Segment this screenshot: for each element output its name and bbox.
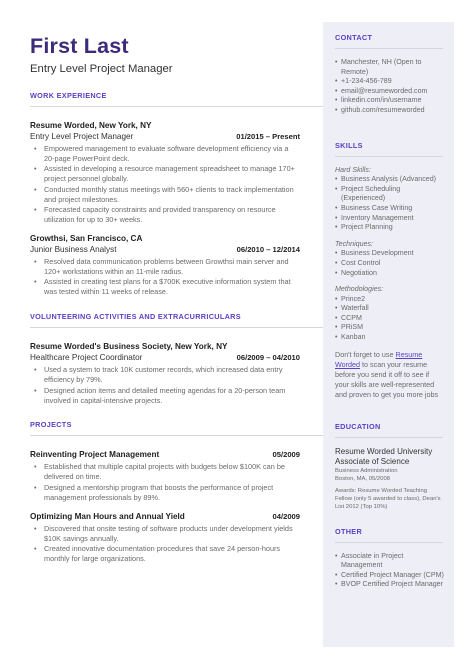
edu-awards: Awards: Resume Worded Teaching Fellow (only 5 awarded to class), Dean's List 2012 (Top 10%) — [335, 487, 441, 510]
skill-item: • Prince2 — [335, 295, 445, 305]
entry-bullets — [30, 524, 300, 564]
project-entry-2 — [30, 511, 300, 564]
entry-organization: Resume Worded's Business Society, New York, NY — [30, 342, 228, 352]
contact-email[interactable]: • email@resumeworded.com — [335, 87, 445, 97]
hard-skills-label: Hard Skills: — [335, 165, 371, 174]
hard-skills-list — [335, 175, 445, 233]
entry-date: 06/2010 – 12/2014 — [236, 245, 300, 255]
entry-bullets — [30, 144, 300, 225]
resume-tip — [335, 350, 445, 400]
methodologies-label: Methodologies: — [335, 285, 384, 294]
work-entry-1 — [30, 120, 300, 225]
sidebar-divider — [335, 542, 443, 543]
skill-item: • Project Planning — [335, 223, 445, 233]
bullet-item: • Forecasted capacity constraints and provided transparency on resource utilization for up to 30+ weeks. — [30, 205, 300, 225]
edu-field: Business Administration — [335, 467, 398, 474]
bullet-item: • Resolved data communication problems between Growthsi main server and 120+ workstations within an 11-mile radius. — [30, 257, 300, 277]
edu-location-date: Boston, MA, 05/2008 — [335, 475, 391, 482]
edu-degree: Associate of Science — [335, 456, 410, 466]
skill-item: • PRiSM — [335, 323, 445, 333]
skill-item: • Business Case Writing — [335, 204, 445, 214]
sidebar-divider — [335, 48, 443, 49]
sidebar — [323, 22, 454, 647]
techniques-list — [335, 249, 445, 278]
sidebar-divider — [335, 156, 443, 157]
skill-item: • Waterfall — [335, 304, 445, 314]
bullet-item: • Empowered management to evaluate software development efficiency via a 20-page PowerPoint deck. — [30, 144, 300, 164]
project-date: 04/2009 — [272, 511, 300, 521]
work-entry-2 — [30, 233, 300, 297]
bullet-item: • Assisted in creating test plans for a $700K executive information system that was tested within 11 weeks of release. — [30, 277, 300, 297]
entry-role: Entry Level Project Manager — [30, 132, 134, 141]
volunteering-entry-1 — [30, 341, 300, 405]
entry-role: Healthcare Project Coordinator — [30, 353, 143, 363]
techniques-label: Techniques: — [335, 239, 373, 248]
contact-location: • Manchester, NH (Open to Remote) — [335, 58, 445, 77]
project-title: Reinventing Project Management — [30, 450, 160, 460]
bullet-item: • Assisted in developing a resource management spreadsheet to manage 170+ project personnel globally. — [30, 164, 300, 184]
skill-item: • Kanban — [335, 333, 445, 343]
entry-role: Junior Business Analyst — [30, 245, 117, 255]
contact-list — [335, 58, 445, 116]
bullet-item: • Established that multiple capital projects with budgets below $100K can be delivered on time. — [30, 462, 300, 482]
entry-bullets — [30, 365, 300, 405]
skill-item: • Inventory Management — [335, 214, 445, 224]
bullet-item: • Conducted monthly status meetings with 560+ clients to track implementation and project milestones. — [30, 185, 300, 205]
other-item: • Associate in Project Management — [335, 552, 445, 571]
other-item: • BVOP Certified Project Manager — [335, 580, 445, 590]
contact-github[interactable]: • github.com/resumeworded — [335, 106, 445, 116]
other-heading: OTHER — [335, 526, 363, 536]
entry-organization: Resume Worded, New York, NY — [30, 121, 152, 130]
skill-item: • Negotiation — [335, 269, 445, 279]
entry-date: 01/2015 – Present — [236, 132, 300, 141]
entry-organization: Growthsi, San Francisco, CA — [30, 234, 143, 244]
entry-bullets — [30, 462, 300, 502]
skill-item: • Business Analysis (Advanced) — [335, 175, 445, 185]
skill-item: • Cost Control — [335, 259, 445, 269]
entry-date: 06/2009 – 04/2010 — [236, 353, 300, 363]
bullet-item: • Created innovative documentation procedures that save 24 person-hours monthly for large organizations. — [30, 544, 300, 564]
education-heading: EDUCATION — [335, 421, 381, 431]
contact-phone[interactable]: • +1-234-456-789 — [335, 77, 445, 87]
bullet-item: • Used a system to track 10K customer records, which increased data entry efficiency by 79%. — [30, 365, 300, 385]
tip-text-after: to scan your resume before you send it off to see if your skills are well-represented and proven to get you more jobs — [335, 359, 439, 399]
skill-item: • Business Development — [335, 249, 445, 259]
sidebar-divider — [335, 437, 443, 438]
project-title: Optimizing Man Hours and Annual Yield — [30, 511, 185, 521]
volunteering-heading: VOLUNTEERING ACTIVITIES AND EXTRACURRICULARS — [30, 312, 241, 322]
contact-heading: CONTACT — [335, 33, 373, 42]
skill-item: • CCPM — [335, 314, 445, 324]
projects-heading: PROJECTS — [30, 420, 72, 430]
contact-linkedin[interactable]: • linkedin.com/in/username — [335, 96, 445, 106]
candidate-title: Entry Level Project Manager — [30, 63, 173, 75]
entry-bullets — [30, 257, 300, 297]
other-list — [335, 552, 445, 590]
skills-heading: SKILLS — [335, 140, 363, 150]
bullet-item: • Discovered that onsite testing of software products under development yields $10K savings annually. — [30, 524, 300, 544]
candidate-name: First Last — [30, 34, 129, 58]
project-date: 05/2009 — [272, 450, 300, 460]
bullet-item: • Designed action items and detailed meeting agendas for a 20-person team involved in capital-intensive projects. — [30, 386, 300, 406]
main-column — [30, 34, 300, 572]
bullet-item: • Designed a mentorship program that boosts the performance of project management professionals by 89%. — [30, 483, 300, 503]
other-item: • Certified Project Manager (CPM) — [335, 571, 445, 581]
edu-school: Resume Worded University — [335, 446, 433, 456]
skill-item: • Project Scheduling (Experienced) — [335, 185, 445, 204]
project-entry-1 — [30, 449, 300, 502]
work-experience-heading: WORK EXPERIENCE — [30, 91, 107, 100]
methodologies-list — [335, 295, 445, 343]
tip-text-before: Don't forget to use — [335, 349, 396, 359]
resume-worded-link[interactable]: Resume Worded — [335, 349, 423, 369]
